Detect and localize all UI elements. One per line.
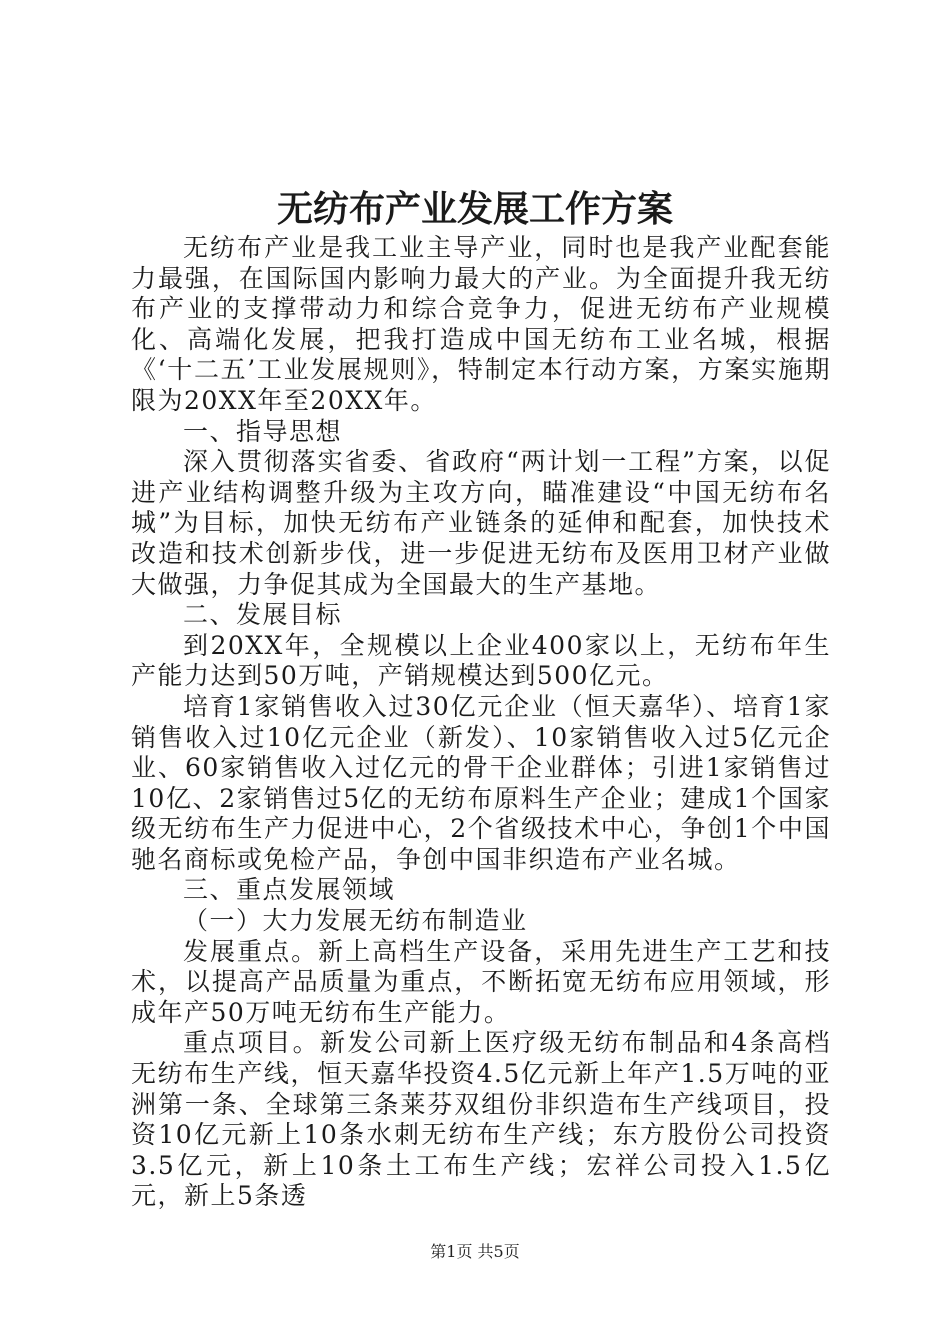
page-footer: 第1页 共5页 [430, 1242, 520, 1261]
document-body [131, 233, 831, 1212]
section-heading-key-areas: 三、重点发展领域 [183, 875, 396, 905]
intro-paragraph: 无纺布产业是我工业主导产业，同时也是我产业配套能力最强，在国际国内影响力最大的产业。为全面提升我无纺布产业的支撑带动力和综合竞争力，促进无纺布产业规模化、高端化发展，把我打造成中国无纺布工业名城，根据《‘十二五’工业发展规则》，特制定本行动方案，方案实施期限为20XX年至20XX年。 [131, 233, 831, 415]
development-goals-paragraph-1: 到20XX年，全规模以上企业400家以上，无纺布年生产能力达到50万吨，产销规模达到500亿元。 [131, 630, 831, 691]
development-focus-paragraph: 发展重点。新上高档生产设备，采用先进生产工艺和技术，以提高产品质量为重点，不断拓宽无纺布应用领域，形成年产50万吨无纺布生产能力。 [131, 936, 831, 1027]
key-projects-paragraph: 重点项目。新发公司新上医疗级无纺布制品和4条高档无纺布生产线，恒天嘉华投资4.5亿元新上年产1.5万吨的亚洲第一条、全球第三条莱芬双组份非织造布生产线项目，投资10亿元新上10条水刺无纺布生产线；东方股份公司投资3.5亿元，新上10条土工布生产线；宏祥公司投入1.5亿元，新上5条透 [131, 1028, 831, 1211]
subsection-heading-manufacturing: （一）大力发展无纺布制造业 [183, 906, 528, 936]
guiding-ideology-paragraph: 深入贯彻落实省委、省政府“两计划一工程”方案，以促进产业结构调整升级为主攻方向，瞄准建设“中国无纺布名城”为目标，加快无纺布产业链条的延伸和配套，加快技术改造和技术创新步伐，进一步促进无纺布及医用卫材产业做大做强，力争促其成为全国最大的生产基地。 [131, 447, 831, 599]
document-title: 无纺布产业发展工作方案 [276, 188, 673, 230]
section-heading-development-goals: 二、发展目标 [183, 600, 343, 630]
section-heading-guiding-ideology: 一、指导思想 [183, 416, 343, 446]
development-goals-paragraph-2: 培育1家销售收入过30亿元企业（恒天嘉华）、培育1家销售收入过10亿元企业（新发）、10家销售收入过5亿元企业、60家销售收入过亿元的骨干企业群体；引进1家销售过10亿、2家销售过5亿的无纺布原料生产企业；建成1个国家级无纺布生产力促进中心，2个省级技术中心，争创1个中国驰名商标或免检产品，争创中国非织造布产业名城。 [131, 691, 831, 874]
